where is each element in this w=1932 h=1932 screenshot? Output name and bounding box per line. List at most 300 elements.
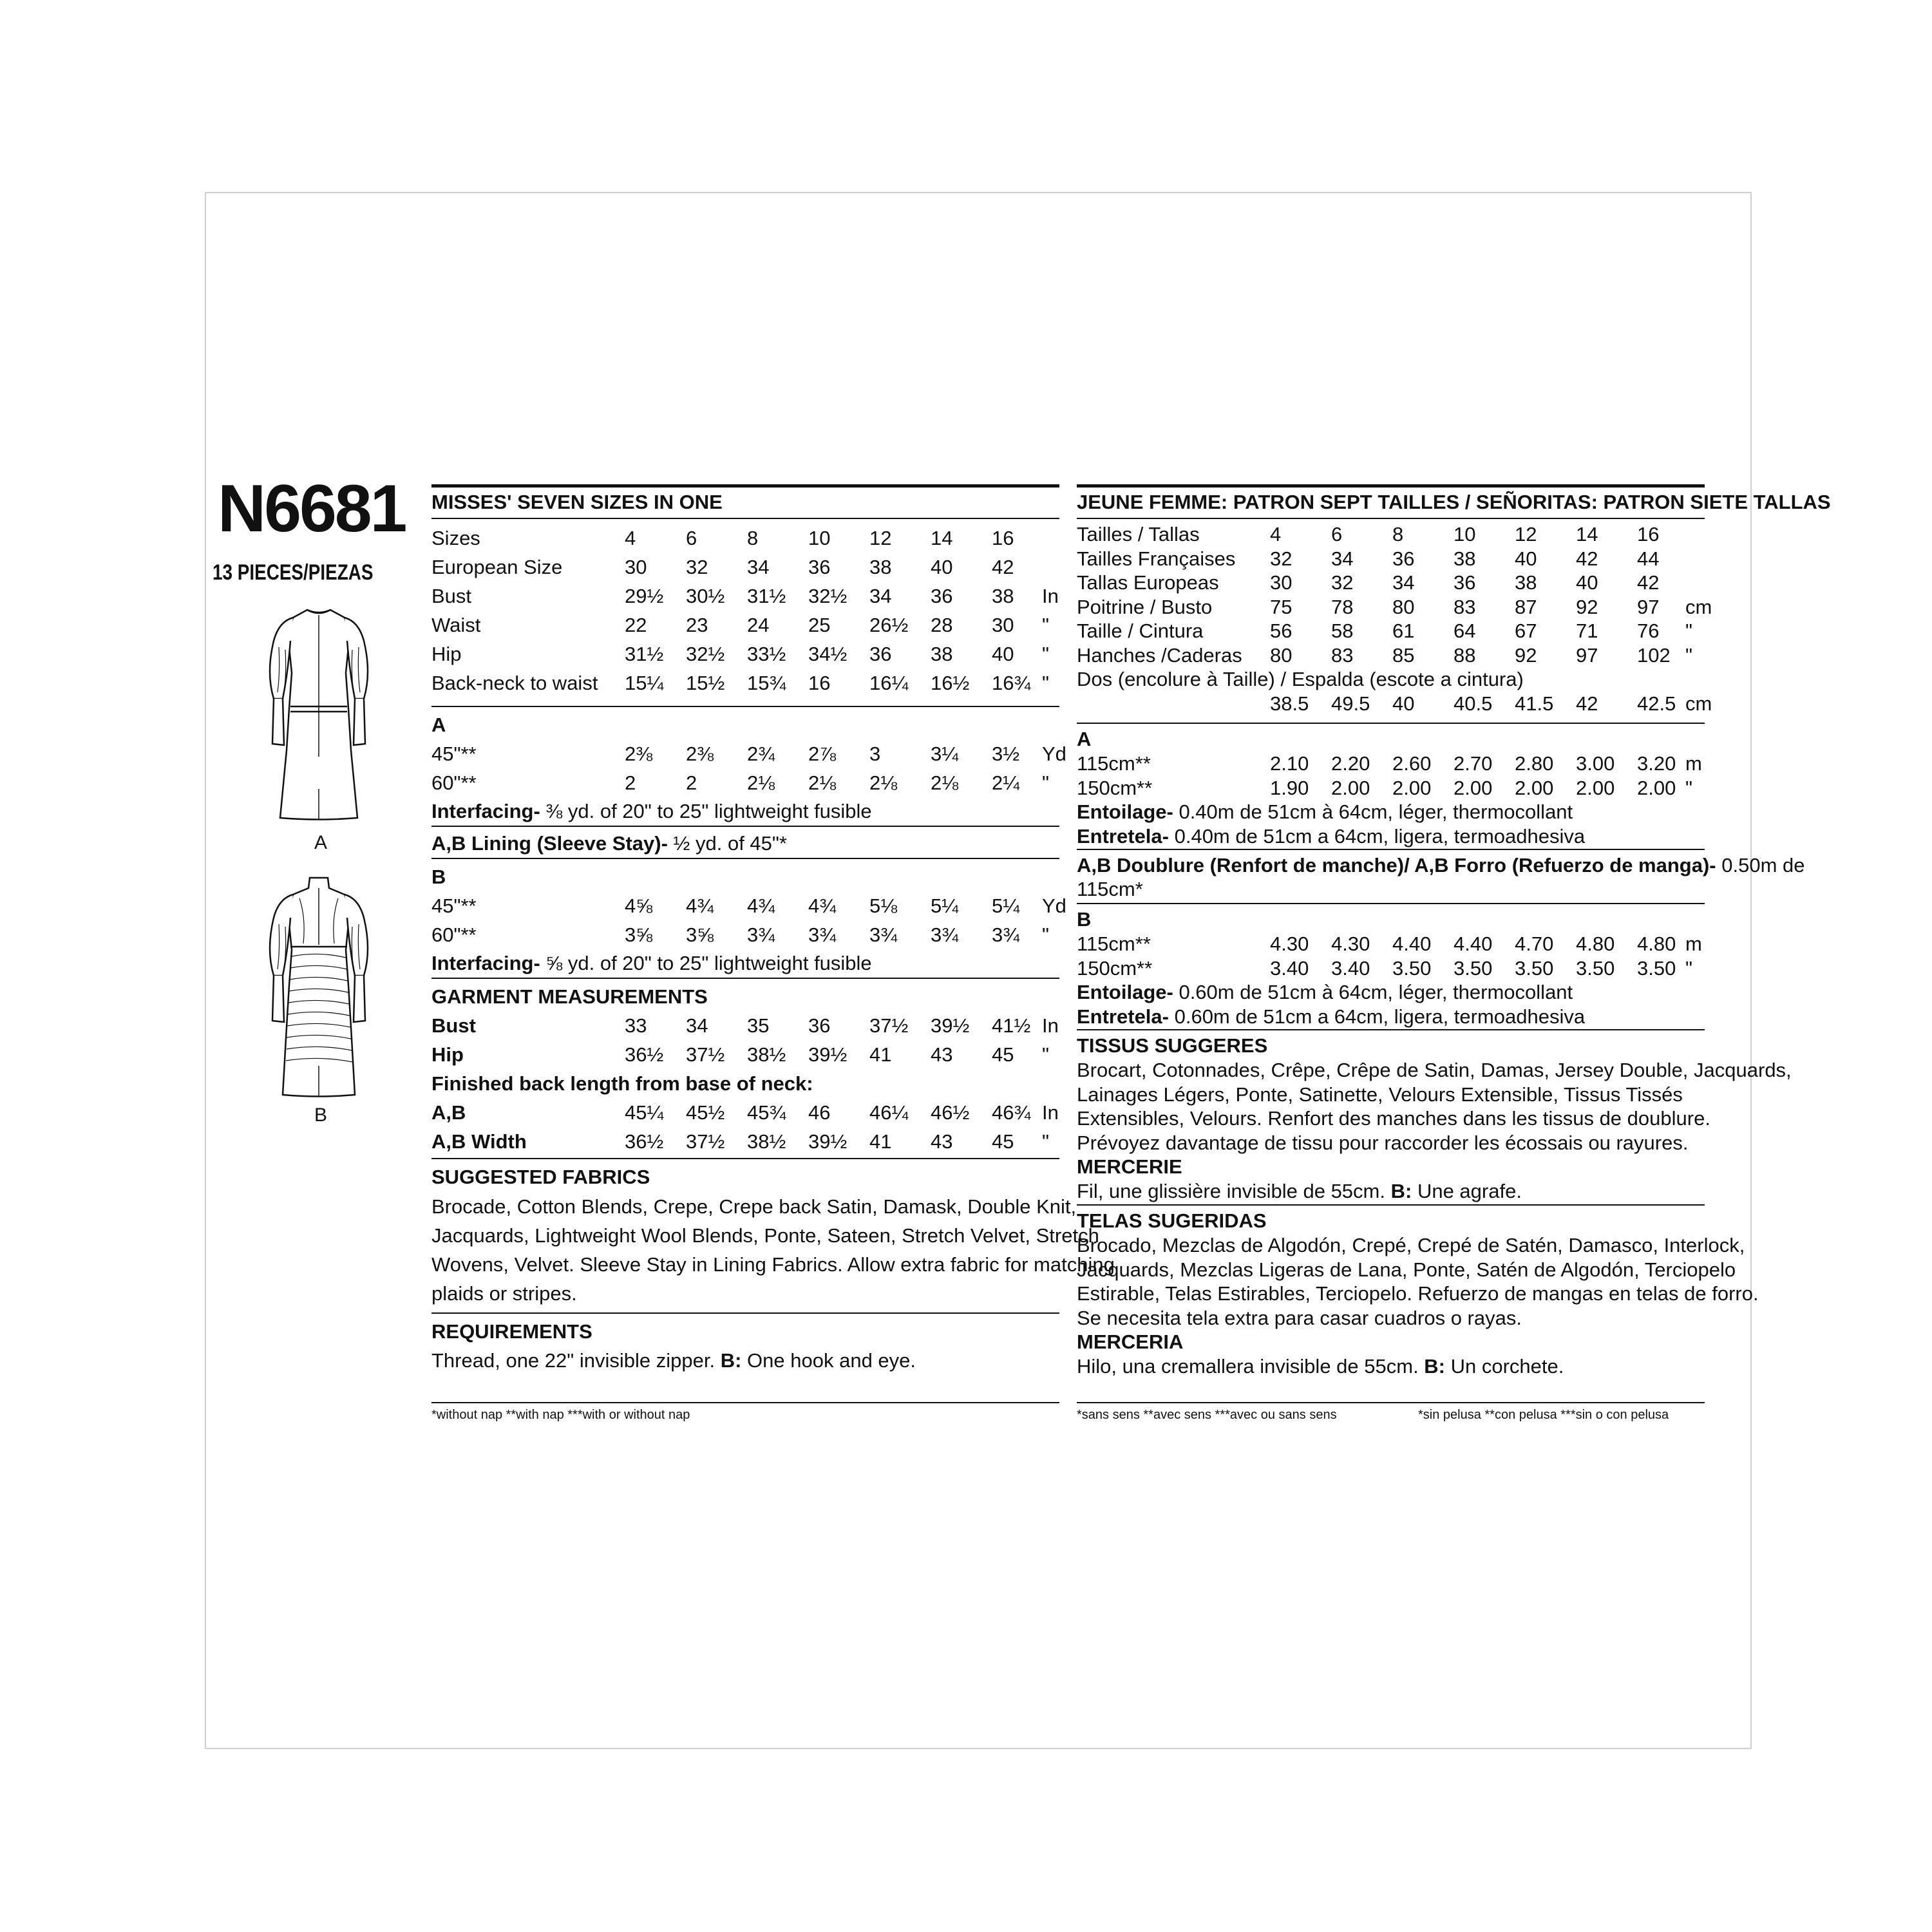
hip-row-value: 36 [869, 643, 892, 665]
b-entretela-part: 0.60m de 51cm a 64cm, ligera, termoadhesiva [1168, 1005, 1586, 1028]
dos-label-part: Dos (encolure à Taille) / Espalda (escote a cintura) [1077, 668, 1524, 690]
b-150-row-value: 3.40 [1270, 957, 1309, 980]
poitrine-row-value: 87 [1515, 595, 1537, 618]
dos-row-value: 42 [1576, 692, 1598, 715]
b-45-row-value: 5⅛ [869, 895, 898, 917]
tissus-line [1077, 1083, 1683, 1106]
a-45-row-value: 2¾ [747, 743, 775, 765]
dos-row-value: 49.5 [1331, 692, 1370, 715]
mercerie-heading [1077, 1155, 1182, 1179]
dos-row [1077, 692, 1712, 718]
sens-footnote: *sans sens **avec sens ***avec ou sans sens [1077, 1408, 1337, 1422]
b-60-row-value: 3¾ [869, 923, 898, 946]
sizes-row [431, 527, 1059, 553]
b-150-row-value: 3.50 [1637, 957, 1676, 980]
b-60-row-label: 60"** [431, 923, 477, 946]
sizes-row-value: 6 [686, 527, 697, 549]
hip-row-value: 34½ [808, 643, 848, 665]
b-60-row-value: 3⅝ [686, 923, 714, 946]
taille-row-value: 64 [1454, 620, 1476, 642]
tailles-row-value: 8 [1392, 523, 1404, 545]
finished-length-heading-part: Finished back length from base of neck: [431, 1072, 813, 1095]
back-neck-row-value: 16 [808, 672, 831, 694]
telas-line [1077, 1307, 1522, 1330]
a-60-row-value: 2⅛ [931, 772, 959, 794]
back-neck-row-value: 16½ [931, 672, 970, 694]
fabrics-line-part: Brocade, Cotton Blends, Crepe, Crepe back Satin, Damask, Double Knit, [431, 1195, 1077, 1218]
merceria-text [1077, 1355, 1564, 1378]
garment-ab-row-value: 45¾ [747, 1101, 786, 1124]
tailles-francaises-row-label: Tailles Françaises [1077, 547, 1236, 570]
tallas-europeas-row-value: 36 [1454, 571, 1476, 594]
dos-label [1077, 668, 1524, 691]
fr-view-a-heading [1077, 728, 1091, 751]
dos-row-value: 40.5 [1454, 692, 1493, 715]
merceria-heading [1077, 1331, 1183, 1354]
hanches-row-value: 92 [1515, 643, 1537, 667]
a-entoilage [1077, 800, 1573, 824]
b-entretela [1077, 1005, 1585, 1028]
tallas-europeas-row-value: 32 [1331, 571, 1354, 594]
dos-row-value: 42.5 [1637, 692, 1676, 715]
piece-count: 13 PIECES/PIEZAS [213, 560, 374, 585]
garment-bust-row-value: 36 [808, 1014, 831, 1037]
fabrics-heading-part: SUGGESTED FABRICS [431, 1166, 650, 1188]
garment-ab-row-value: 45¼ [625, 1101, 664, 1124]
b-150-row-value: 3.50 [1454, 957, 1493, 980]
hip-row-value: 38 [931, 643, 953, 665]
tailles-row-value: 10 [1454, 523, 1476, 545]
tallas-europeas-row [1077, 571, 1705, 597]
european-size-row-value: 38 [869, 556, 892, 578]
garment-width-row-value: 36½ [625, 1130, 664, 1153]
telas-line-part: Estirable, Telas Estirables, Terciopelo. Refuerzo de mangas en telas de forro. [1077, 1282, 1759, 1305]
b-115-row-label: 115cm** [1077, 933, 1151, 955]
garment-width-row-value: 45 [992, 1130, 1014, 1153]
sizes-row-value: 10 [808, 527, 831, 549]
hip-row-unit: " [1042, 643, 1050, 665]
tallas-europeas-row-value: 34 [1392, 571, 1415, 594]
hanches-row-value: 83 [1331, 643, 1354, 667]
a-entretela [1077, 825, 1585, 848]
requirements-text-part: Thread, one 22" invisible zipper. [431, 1349, 721, 1372]
bust-row-label: Bust [431, 585, 472, 607]
telas-line-part: Se necesita tela extra para casar cuadros o rayas. [1077, 1306, 1522, 1329]
bust-row-value: 30½ [686, 585, 725, 607]
a-45-row-value: 2⅜ [625, 743, 653, 765]
mercerie-text-part: Fil, une glissière invisible de 55cm. [1077, 1180, 1391, 1202]
mercerie-text [1077, 1180, 1522, 1203]
sizes-row-value: 16 [992, 527, 1014, 549]
b-60-row-value: 3¾ [931, 923, 959, 946]
tissus-heading-part: TISSUS SUGGERES [1077, 1034, 1268, 1057]
pelusa-footnote: *sin pelusa **con pelusa ***sin o con pelusa [1418, 1408, 1669, 1422]
taille-row-value: 71 [1576, 620, 1598, 642]
finished-length-heading [431, 1072, 813, 1095]
b-45-row-value: 5¼ [931, 895, 959, 917]
view-a-heading [431, 714, 446, 737]
a-150-row-value: 2.00 [1515, 777, 1554, 799]
divider [431, 858, 1059, 859]
divider [1077, 849, 1705, 850]
b-45-row [431, 895, 1066, 920]
b-115-row-value: 4.30 [1270, 933, 1309, 955]
tailles-row-value: 6 [1331, 523, 1343, 545]
a-115-row [1077, 752, 1705, 778]
tissus-heading [1077, 1034, 1267, 1057]
b-150-row-value: 3.50 [1576, 957, 1615, 980]
garment-hip-row-value: 41 [869, 1043, 892, 1066]
dos-row-value: 41.5 [1515, 692, 1554, 715]
hanches-row-value: 80 [1270, 643, 1293, 667]
b-60-row-value: 3¾ [747, 923, 775, 946]
garment-hip-row-label: Hip [431, 1043, 464, 1066]
view-b-dress-drawing [254, 873, 383, 1104]
tailles-row-value: 4 [1270, 523, 1282, 545]
a-150-row-value: 2.00 [1576, 777, 1615, 799]
b-60-row-value: 3⅝ [625, 923, 653, 946]
taille-row [1077, 620, 1705, 645]
a-115-row-value: 3.20 [1637, 752, 1676, 775]
a-60-row-value: 2 [686, 772, 697, 794]
garment-bust-row-value: 33 [625, 1014, 647, 1037]
fr-lining-note-cont [1077, 878, 1143, 901]
divider [1077, 1204, 1705, 1206]
sizes-row-value: 14 [931, 527, 953, 549]
fr-lining-note-part: A,B Doublure (Renfort de manche)/ A,B Forro (Refuerzo de manga)- [1077, 854, 1716, 876]
sizes-row-value: 12 [869, 527, 892, 549]
b-150-row-value: 3.50 [1392, 957, 1432, 980]
bust-row-value: 31½ [747, 585, 786, 607]
divider [1077, 1402, 1705, 1403]
european-size-row-value: 30 [625, 556, 647, 578]
b-interfacing [431, 952, 872, 975]
garment-bust-row-value: 35 [747, 1014, 770, 1037]
a-entoilage-part: 0.40m de 51cm à 64cm, léger, thermocollant [1173, 800, 1573, 823]
garment-ab-row-value: 46 [808, 1101, 831, 1124]
b-interfacing-part: Interfacing- [431, 952, 540, 974]
fabrics-line [431, 1224, 1099, 1247]
garment-bust-row-value: 34 [686, 1014, 708, 1037]
a-150-row-label: 150cm** [1077, 777, 1153, 799]
hip-row-label: Hip [431, 643, 462, 665]
poitrine-row-value: 83 [1454, 595, 1476, 618]
sizes-row-value: 4 [625, 527, 636, 549]
garment-ab-row [431, 1101, 1059, 1127]
european-size-row-value: 40 [931, 556, 953, 578]
garment-hip-row-value: 43 [931, 1043, 953, 1066]
fr-view-b-heading [1077, 908, 1091, 931]
taille-row-value: 76 [1637, 620, 1660, 642]
waist-row-value: 26½ [869, 614, 909, 636]
poitrine-row [1077, 595, 1712, 621]
a-entretela-part: 0.40m de 51cm a 64cm, ligera, termoadhesiva [1168, 825, 1586, 848]
b-entoilage-part: 0.60m de 51cm à 64cm, léger, thermocollant [1173, 981, 1573, 1003]
requirements-text-part: One hook and eye. [741, 1349, 916, 1372]
b-45-row-label: 45"** [431, 895, 477, 917]
tailles-row-value: 12 [1515, 523, 1537, 545]
garment-bust-row-value: 39½ [931, 1014, 970, 1037]
fr-view-a-heading-part: A [1077, 728, 1092, 750]
a-45-row [431, 743, 1066, 768]
b-entoilage [1077, 981, 1573, 1004]
fabrics-heading [431, 1166, 650, 1189]
pattern-number: N6681 [218, 471, 406, 546]
hanches-row [1077, 644, 1705, 670]
b-60-row-value: 3¾ [992, 923, 1020, 946]
a-115-row-label: 115cm** [1077, 752, 1151, 775]
b-115-row-value: 4.80 [1576, 933, 1615, 955]
garment-width-row-value: 43 [931, 1130, 953, 1153]
fabrics-line-part: plaids or stripes. [431, 1282, 577, 1305]
telas-line [1077, 1282, 1759, 1305]
tallas-europeas-row-value: 42 [1637, 571, 1660, 594]
garment-bust-row-label: Bust [431, 1014, 476, 1037]
hanches-row-value: 97 [1576, 643, 1598, 667]
view-a-dress-drawing [254, 596, 383, 828]
b-45-row-value: 4¾ [808, 895, 837, 917]
b-150-row-value: 3.50 [1515, 957, 1554, 980]
b-115-row [1077, 933, 1705, 958]
bust-row-unit: In [1042, 585, 1059, 607]
garment-bust-row [431, 1014, 1059, 1040]
a-150-row-value: 2.00 [1392, 777, 1432, 799]
garment-ab-row-label: A,B [431, 1101, 466, 1124]
bust-row-value: 36 [931, 585, 953, 607]
telas-heading [1077, 1209, 1267, 1233]
b-60-row-unit: " [1042, 923, 1050, 946]
fabrics-line-part: Wovens, Velvet. Sleeve Stay in Lining Fabrics. Allow extra fabric for matching [431, 1253, 1115, 1276]
a-150-row-value: 2.00 [1454, 777, 1493, 799]
divider [431, 706, 1059, 707]
garment-hip-row-value: 39½ [808, 1043, 848, 1066]
hip-row-value: 33½ [747, 643, 786, 665]
lining-note-part: ½ yd. of 45"* [667, 832, 787, 855]
a-60-row-label: 60"** [431, 772, 477, 794]
telas-line [1077, 1234, 1745, 1257]
tailles-francaises-row-value: 34 [1331, 547, 1354, 570]
tailles-francaises-row-value: 36 [1392, 547, 1415, 570]
a-60-row-value: 2 [625, 772, 636, 794]
telas-line-part: Brocado, Mezclas de Algodón, Crepé, Crepé de Satén, Damasco, Interlock, [1077, 1234, 1745, 1256]
a-60-row-value: 2⅛ [747, 772, 775, 794]
poitrine-row-unit: cm [1685, 595, 1712, 618]
european-size-row [431, 556, 1059, 582]
b-45-row-value: 4¾ [747, 895, 775, 917]
garment-hip-row-value: 45 [992, 1043, 1014, 1066]
garment-ab-row-value: 46½ [931, 1101, 970, 1124]
waist-row-unit: " [1042, 614, 1050, 636]
tailles-francaises-row-value: 44 [1637, 547, 1660, 570]
en-chart-title: MISSES' SEVEN SIZES IN ONE [431, 491, 723, 513]
divider [431, 826, 1059, 827]
tailles-row-value: 14 [1576, 523, 1598, 545]
requirements-heading [431, 1320, 592, 1343]
merceria-text-part: Un corchete. [1445, 1355, 1564, 1378]
b-115-row-unit: m [1685, 933, 1702, 955]
b-115-row-value: 4.80 [1637, 933, 1676, 955]
b-45-row-unit: Yd [1042, 895, 1066, 917]
back-neck-row-value: 15¼ [625, 672, 664, 694]
garment-width-row-unit: " [1042, 1130, 1050, 1153]
b-60-row [431, 923, 1059, 949]
b-115-row-value: 4.40 [1392, 933, 1432, 955]
hip-row-value: 31½ [625, 643, 664, 665]
fr-lining-note-cont-part: 115cm* [1077, 878, 1143, 900]
b-60-row-value: 3¾ [808, 923, 837, 946]
bust-row-value: 29½ [625, 585, 664, 607]
merceria-heading-part: MERCERIA [1077, 1331, 1184, 1353]
view-b-heading-part: B [431, 866, 446, 888]
a-interfacing-part: ⅜ yd. of 20" to 25" lightweight fusible [540, 800, 872, 822]
tallas-europeas-row-label: Tallas Europeas [1077, 571, 1219, 594]
a-entoilage-part: Entoilage- [1077, 800, 1173, 823]
b-entoilage-part: Entoilage- [1077, 981, 1173, 1003]
waist-row-value: 22 [625, 614, 647, 636]
divider [431, 1312, 1059, 1314]
garment-width-row-value: 41 [869, 1130, 892, 1153]
garment-width-row-value: 39½ [808, 1130, 848, 1153]
merceria-text-part: Hilo, una cremallera invisible de 55cm. [1077, 1355, 1425, 1378]
requirements-text [431, 1349, 916, 1372]
b-150-row-unit: " [1685, 957, 1693, 980]
back-neck-row-value: 16¾ [992, 672, 1031, 694]
b-115-row-value: 4.70 [1515, 933, 1554, 955]
tailles-row-value: 16 [1637, 523, 1660, 545]
a-115-row-value: 2.60 [1392, 752, 1432, 775]
taille-row-value: 67 [1515, 620, 1537, 642]
tailles-francaises-row-value: 40 [1515, 547, 1537, 570]
divider [431, 1402, 1059, 1403]
a-45-row-value: 3½ [992, 743, 1020, 765]
a-115-row-value: 2.70 [1454, 752, 1493, 775]
garment-heading [431, 985, 708, 1009]
a-150-row-value: 2.00 [1331, 777, 1370, 799]
back-neck-row-value: 15½ [686, 672, 725, 694]
bust-row-value: 32½ [808, 585, 848, 607]
garment-ab-row-value: 45½ [686, 1101, 725, 1124]
b-150-row [1077, 957, 1705, 983]
tailles-francaises-row-value: 32 [1270, 547, 1293, 570]
a-45-row-value: 3¼ [931, 743, 959, 765]
a-45-row-value: 2⅞ [808, 743, 837, 765]
tissus-line-part: Lainages Légers, Ponte, Satinette, Velours Extensible, Tissus Tissés [1077, 1083, 1683, 1106]
tissus-line [1077, 1059, 1792, 1082]
sizes-row-label: Sizes [431, 527, 480, 549]
dos-row-unit: cm [1685, 692, 1712, 715]
a-60-row [431, 772, 1059, 797]
garment-width-row-label: A,B Width [431, 1130, 527, 1153]
waist-row-value: 24 [747, 614, 770, 636]
a-150-row [1077, 777, 1705, 802]
a-45-row-unit: Yd [1042, 743, 1066, 765]
back-neck-row-label: Back-neck to waist [431, 672, 598, 694]
dos-row-value: 38.5 [1270, 692, 1309, 715]
garment-width-row-value: 38½ [747, 1130, 786, 1153]
garment-hip-row-unit: " [1042, 1043, 1050, 1066]
poitrine-row-value: 78 [1331, 595, 1354, 618]
garment-hip-row [431, 1043, 1059, 1069]
a-115-row-value: 3.00 [1576, 752, 1615, 775]
mercerie-heading-part: MERCERIE [1077, 1155, 1182, 1178]
view-b-heading [431, 866, 446, 889]
a-45-row-label: 45"** [431, 743, 477, 765]
poitrine-row-value: 80 [1392, 595, 1415, 618]
a-interfacing [431, 800, 872, 823]
tissus-line-part: Extensibles, Velours. Renfort des manches dans les tissus de doublure. [1077, 1107, 1710, 1130]
b-45-row-value: 5¼ [992, 895, 1020, 917]
telas-line [1077, 1258, 1736, 1282]
telas-line-part: Jacquards, Mezclas Ligeras de Lana, Ponte, Satén de Algodón, Terciopelo [1077, 1258, 1736, 1281]
a-150-row-value: 2.00 [1637, 777, 1676, 799]
fabrics-line [431, 1282, 577, 1305]
fabrics-line [431, 1195, 1076, 1218]
a-115-row-value: 2.10 [1270, 752, 1309, 775]
a-115-row-unit: m [1685, 752, 1702, 775]
tailles-francaises-row-value: 38 [1454, 547, 1476, 570]
divider [431, 978, 1059, 979]
tailles-francaises-row-value: 42 [1576, 547, 1598, 570]
waist-row [431, 614, 1059, 639]
fabrics-line [431, 1253, 1115, 1276]
divider [1077, 903, 1705, 904]
garment-hip-row-value: 37½ [686, 1043, 725, 1066]
nap-footnote: *without nap **with nap ***with or without nap [431, 1408, 690, 1422]
garment-heading-part: GARMENT MEASUREMENTS [431, 985, 708, 1008]
taille-row-value: 58 [1331, 620, 1354, 642]
back-neck-row-value: 15¾ [747, 672, 786, 694]
waist-row-label: Waist [431, 614, 481, 636]
b-45-row-value: 4¾ [686, 895, 714, 917]
back-neck-row-unit: " [1042, 672, 1050, 694]
taille-row-value: 61 [1392, 620, 1415, 642]
tallas-europeas-row-value: 38 [1515, 571, 1537, 594]
view-a-heading-part: A [431, 714, 446, 736]
tissus-line-part: Prévoyez davantage de tissu pour raccorder les écossais ou rayures. [1077, 1131, 1689, 1154]
poitrine-row-value: 75 [1270, 595, 1293, 618]
b-150-row-value: 3.40 [1331, 957, 1370, 980]
hanches-row-unit: " [1685, 643, 1693, 667]
b-115-row-value: 4.30 [1331, 933, 1370, 955]
b-150-row-label: 150cm** [1077, 957, 1153, 980]
b-entretela-part: Entretela- [1077, 1005, 1169, 1028]
lining-note [431, 832, 787, 855]
poitrine-row-value: 97 [1637, 595, 1660, 618]
hanches-row-value: 88 [1454, 643, 1476, 667]
garment-hip-row-value: 38½ [747, 1043, 786, 1066]
divider [431, 1158, 1059, 1159]
a-150-row-value: 1.90 [1270, 777, 1309, 799]
fr-view-b-heading-part: B [1077, 908, 1092, 931]
requirements-text-part: B: [720, 1349, 742, 1372]
poitrine-row-label: Poitrine / Busto [1077, 595, 1213, 618]
tailles-row [1077, 523, 1705, 549]
waist-row-value: 30 [992, 614, 1014, 636]
garment-bust-row-value: 41½ [992, 1014, 1031, 1037]
tissus-line-part: Brocart, Cotonnades, Crêpe, Crêpe de Satin, Damas, Jersey Double, Jacquards, [1077, 1059, 1792, 1081]
hanches-row-label: Hanches /Caderas [1077, 643, 1242, 667]
b-interfacing-part: ⅝ yd. of 20" to 25" lightweight fusible [540, 952, 872, 974]
a-60-row-unit: " [1042, 772, 1050, 794]
a-60-row-value: 2⅛ [869, 772, 898, 794]
garment-width-row [431, 1130, 1059, 1156]
tailles-row-label: Tailles / Tallas [1077, 523, 1200, 545]
a-45-row-value: 2⅜ [686, 743, 714, 765]
hip-row-value: 40 [992, 643, 1014, 665]
mercerie-text-part: Une agrafe. [1412, 1180, 1522, 1202]
tallas-europeas-row-value: 40 [1576, 571, 1598, 594]
tailles-francaises-row [1077, 547, 1705, 573]
